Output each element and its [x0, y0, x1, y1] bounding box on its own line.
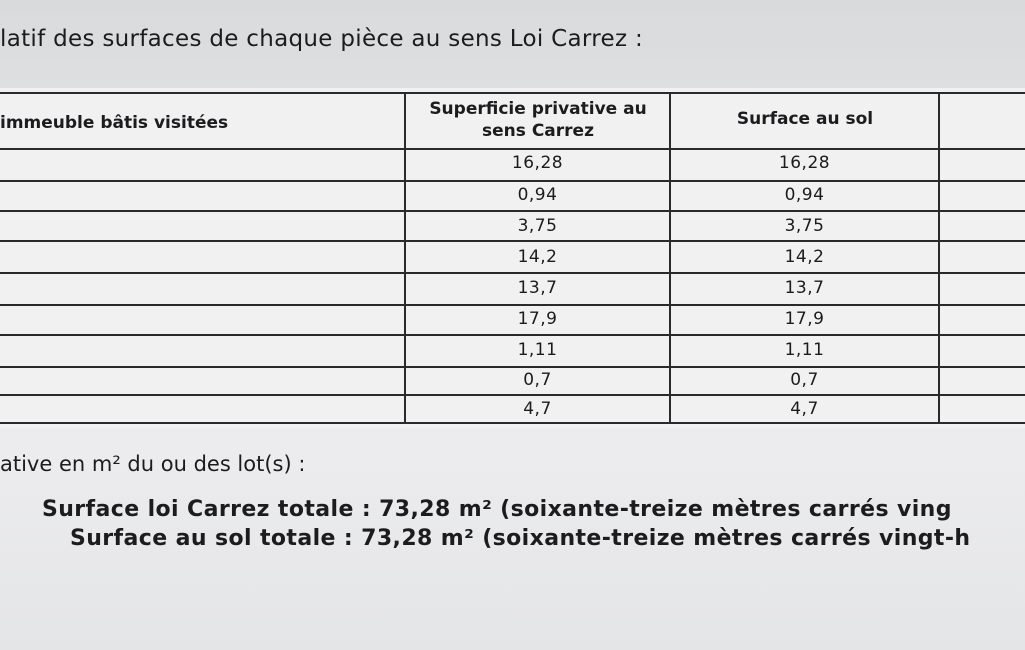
- carrez-total: Surface loi Carrez totale : 73,28 m² (soixante-treize mètres carrés ving: [42, 497, 952, 522]
- table-row-divider: [0, 366, 1025, 368]
- surface-sol-total: Surface au sol totale : 73,28 m² (soixante-treize mètres carrés vingt-h: [70, 526, 971, 551]
- table-cell-sol: 3,75: [784, 216, 825, 236]
- table-cell-sol: 17,9: [784, 309, 825, 329]
- table-row-divider: [0, 304, 1025, 306]
- table-cell-carrez: 1,11: [517, 340, 558, 360]
- table-cell-carrez: 0,94: [517, 185, 558, 205]
- table-column-divider: [938, 92, 940, 424]
- table-cell-sol: 0,7: [790, 370, 819, 390]
- page-title: latif des surfaces de chaque pièce au sens Loi Carrez :: [0, 26, 644, 52]
- table-row-divider: [0, 394, 1025, 396]
- table-cell-carrez: 3,75: [517, 216, 558, 236]
- table-cell-carrez: 0,7: [523, 370, 552, 390]
- column-header-carrez: Superficie privative au sens Carrez: [429, 99, 647, 141]
- table-cell-sol: 4,7: [790, 399, 819, 419]
- table-row-divider: [0, 240, 1025, 242]
- table-cell-sol: 0,94: [784, 185, 825, 205]
- table-border-top: [0, 92, 1025, 94]
- table-cell-carrez: 16,28: [511, 153, 564, 173]
- table-cell-sol: 14,2: [784, 247, 825, 267]
- totals-intro: ative en m² du ou des lot(s) :: [0, 452, 306, 476]
- table-row-divider: [0, 334, 1025, 336]
- surface-table: [0, 88, 1025, 428]
- table-row-divider: [0, 210, 1025, 212]
- table-border-bottom: [0, 422, 1025, 424]
- table-cell-carrez: 17,9: [517, 309, 558, 329]
- table-cell-sol: 13,7: [784, 278, 825, 298]
- column-header-rooms: immeuble bâtis visitées: [0, 113, 229, 133]
- column-header-surface-sol: Surface au sol: [736, 109, 874, 129]
- table-cell-carrez: 4,7: [523, 399, 552, 419]
- table-row-divider: [0, 180, 1025, 182]
- table-cell-carrez: 13,7: [517, 278, 558, 298]
- table-cell-sol: 1,11: [784, 340, 825, 360]
- table-cell-sol: 16,28: [778, 153, 831, 173]
- table-header-divider: [0, 148, 1025, 150]
- table-cell-carrez: 14,2: [517, 247, 558, 267]
- table-row-divider: [0, 272, 1025, 274]
